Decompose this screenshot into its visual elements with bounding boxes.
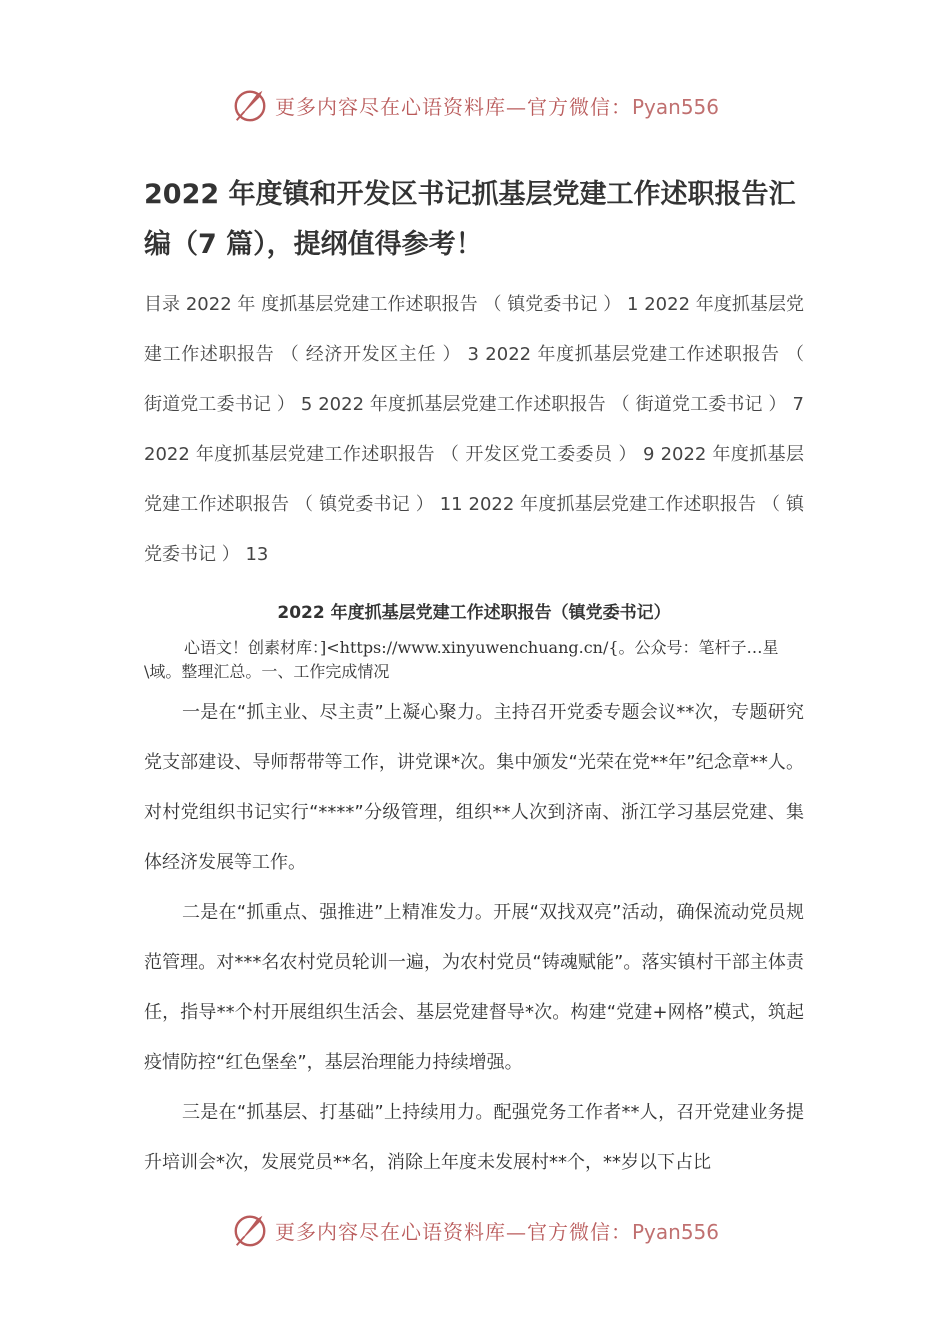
paragraph: 二是在“抓重点、强推进”上精准发力。开展“双找双亮”活动，确保流动党员规范管理。对***名农村党员轮训一遍，为农村党员“铸魂赋能”。落实镇村干部主体责任，指导**个村开展组织生活会、基层党建督导*次。构建“党建+网格”模式，筑起疫情防控“红色堡垒”，基层治理能力持续增强。 [144,902,804,1073]
document-body [144,170,804,1188]
quill-pen-logo-icon [231,86,269,124]
table-of-contents: 目录 2022 年 度抓基层党建工作述职报告 （ 镇党委书记 ） 1 2022 年度抓基层党建工作述职报告 （ 经济开发区主任 ） 3 2022 年度抓基层党建工作述职报告 （ 街道党工委书记 ） 5 2022 年度抓基层党建工作述职报告 （ 街道党工委书记 ） 7 2022 年度抓基层党建工作述职报告 （ 开发区党工委委员 ） 9 2022 年度抓基层党建工作述职报告 （ 镇党委书记 ） 11 2022 年度抓基层党建工作述职报告 （ 镇党委书记 ） 13 [144,294,804,565]
footer-watermark [0,1207,950,1253]
quill-pen-logo-icon [231,1211,269,1249]
source-note: 心语文！创素材库：]<https://www.xinyuwenchuang.cn/{。公众号：笔杆子…星\域。整理汇总。一、工作完成情况 [144,638,779,681]
header-watermark [0,82,950,128]
paragraph: 一是在“抓主业、尽主责”上凝心聚力。主持召开党委专题会议**次，专题研究党支部建设、导师帮带等工作，讲党课*次。集中颁发“光荣在党**年”纪念章**人。对村党组织书记实行“****”分级管理，组织**人次到济南、浙江学习基层党建、集体经济发展等工作。 [144,702,804,873]
watermark-text: 更多内容尽在心语资料库—官方微信：Pyan556 [274,94,719,119]
paragraph: 三是在“抓基层、打基础”上持续用力。配强党务工作者**人，召开党建业务提升培训会*次，发展党员**名，消除上年度未发展村**个，**岁以下占比 [144,1102,804,1173]
document-title: 2022 年度镇和开发区书记抓基层党建工作述职报告汇编（7 篇），提纲值得参考！ [144,179,796,260]
watermark-text: 更多内容尽在心语资料库—官方微信：Pyan556 [274,1219,719,1244]
section-title: 2022 年度抓基层党建工作述职报告（镇党委书记） [277,603,671,623]
